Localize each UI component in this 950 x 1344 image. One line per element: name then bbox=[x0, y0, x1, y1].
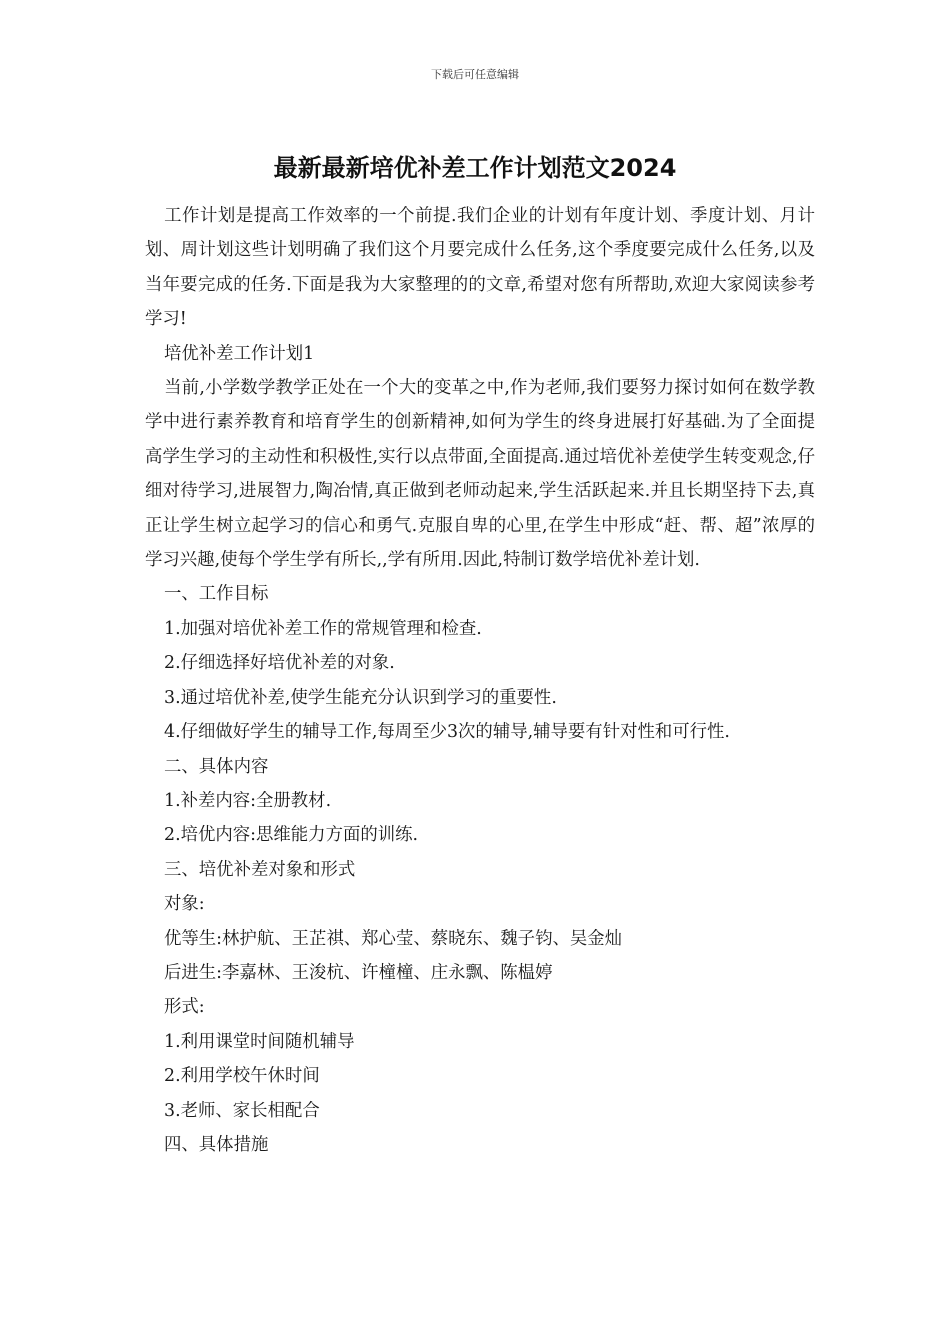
plan-heading: 培优补差工作计划1 bbox=[164, 343, 315, 364]
intro-paragraph: 工作计划是提高工作效率的一个前提.我们企业的计划有年度计划、季度计划、月计划、周计划这些计划明确了我们这个月要完成什么任务,这个季度要完成什么任务,以及当年要完成的任务.下面是我为大家整理的的文章,希望对您有所帮助,欢迎大家阅读参考学习! bbox=[145, 206, 815, 330]
list-item: 4.仔细做好学生的辅导工作,每周至少3次的辅导,辅导要有针对性和可行性. bbox=[164, 722, 730, 743]
top-students: 优等生:林护航、王芷祺、郑心莹、蔡晓东、魏子钧、吴金灿 bbox=[164, 928, 623, 949]
list-item: 2.利用学校午休时间 bbox=[164, 1066, 320, 1087]
object-label: 对象: bbox=[164, 894, 205, 915]
document-title: 最新最新培优补差工作计划范文2024 bbox=[273, 154, 677, 182]
section-heading-content: 二、具体内容 bbox=[164, 756, 269, 777]
header-note: 下载后可任意编辑 bbox=[431, 68, 519, 81]
list-item: 2.培优内容:思维能力方面的训练. bbox=[164, 825, 419, 846]
section-heading-goals: 一、工作目标 bbox=[164, 584, 269, 605]
section-heading-measures: 四、具体措施 bbox=[164, 1134, 269, 1155]
list-item: 2.仔细选择好培优补差的对象. bbox=[164, 653, 395, 674]
form-label: 形式: bbox=[164, 997, 205, 1018]
lagging-students: 后进生:李嘉林、王浚杭、许橦橦、庄永飘、陈榅婷 bbox=[164, 962, 553, 983]
list-item: 1.加强对培优补差工作的常规管理和检查. bbox=[164, 618, 482, 639]
background-paragraph: 当前,小学数学教学正处在一个大的变革之中,作为老师,我们要努力探讨如何在数学教学中进行素养教育和培育学生的创新精神,如何为学生的终身进展打好基础.为了全面提高学生学习的主动性和积极性,实行以点带面,全面提高.通过培优补差使学生转变观念,仔细对待学习,进展智力,陶冶情,真正做到老师动起来,学生活跃起来.并且长期坚持下去,真正让学生树立起学习的信心和勇气.克服自卑的心里,在学生中形成“赶、帮、超”浓厚的学习兴趣,使每个学生学有所长,,学有所用.因此,特制订数学培优补差计划. bbox=[145, 378, 815, 571]
list-item: 1.补差内容:全册教材. bbox=[164, 790, 332, 811]
section-heading-targets: 三、培优补差对象和形式 bbox=[164, 859, 356, 880]
list-item: 3.通过培优补差,使学生能充分认识到学习的重要性. bbox=[164, 687, 557, 708]
list-item: 3.老师、家长相配合 bbox=[164, 1100, 320, 1121]
document-body bbox=[145, 199, 815, 1162]
list-item: 1.利用课堂时间随机辅导 bbox=[164, 1031, 355, 1052]
